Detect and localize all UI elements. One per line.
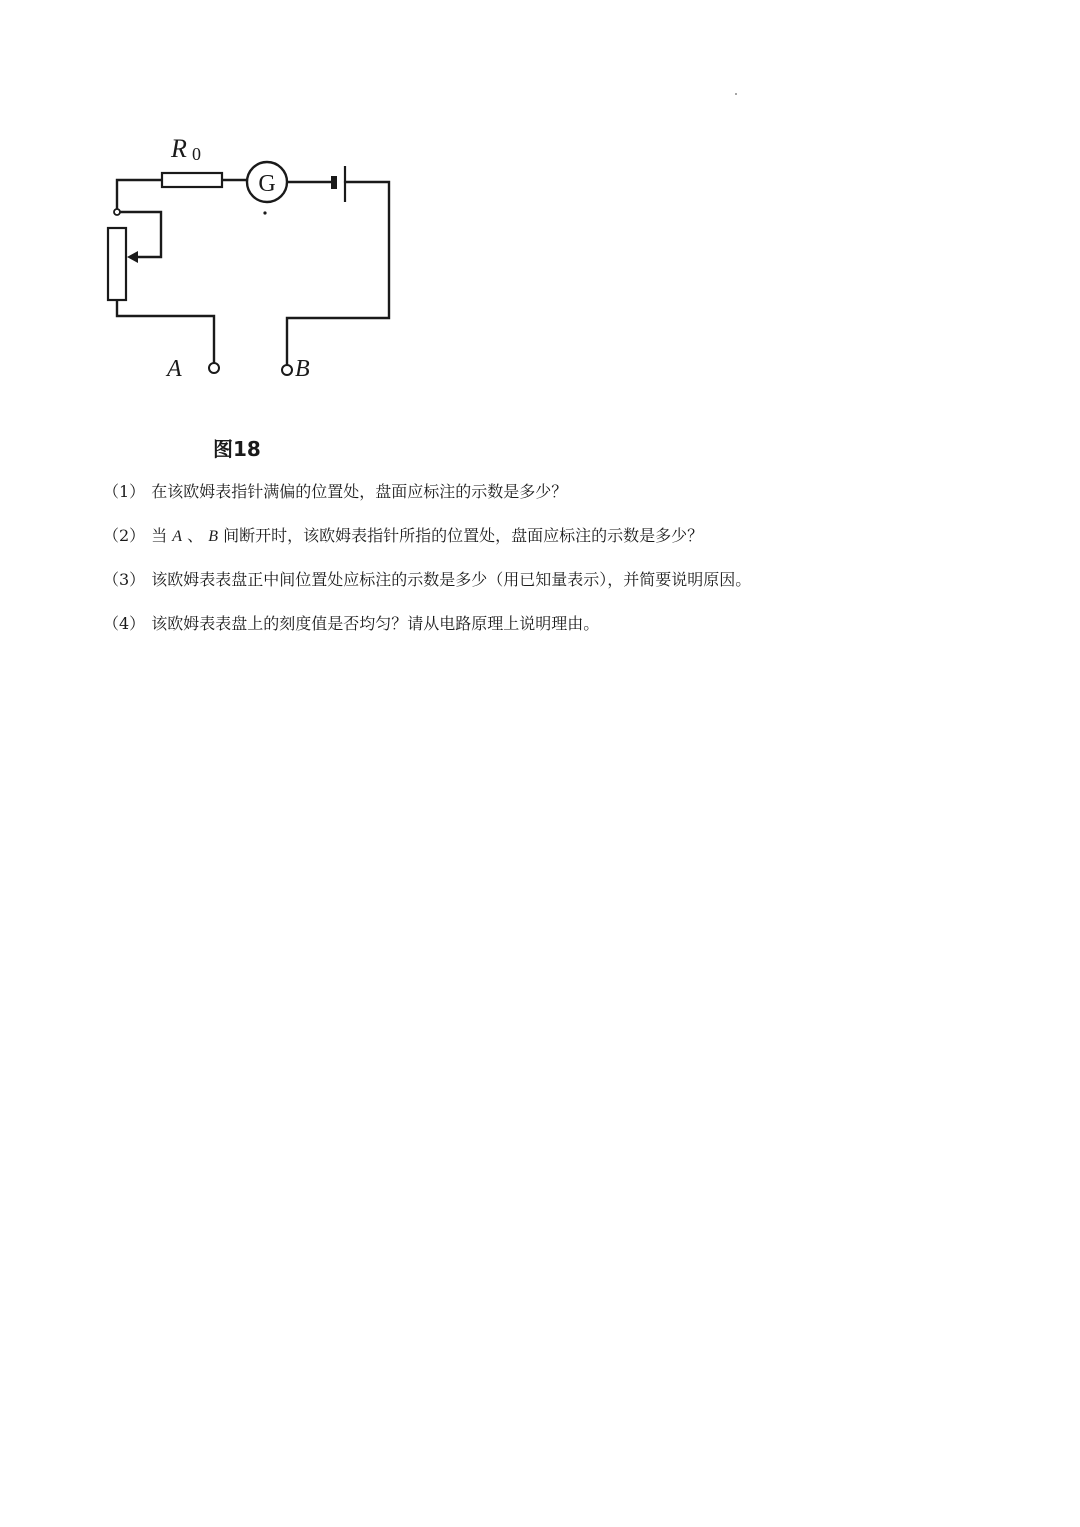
- question-list: [103, 480, 1003, 656]
- resistor-label-subscript: 0: [192, 144, 201, 164]
- wire-right: [287, 182, 389, 365]
- separator: 、: [187, 526, 204, 545]
- circuit-diagram: [95, 120, 415, 400]
- question-number: （3）: [103, 570, 146, 589]
- terminal-a-label: A: [167, 356, 182, 382]
- rheostat-body: [108, 228, 126, 300]
- rheostat-top-node: [114, 209, 120, 215]
- question-3: [103, 568, 1003, 592]
- figure-caption: 图18: [213, 437, 261, 461]
- question-text-part2: 间断开时，该欧姆表指针所指的位置处，盘面应标注的示数是多少？: [223, 526, 704, 545]
- question-number: （1）: [103, 482, 146, 501]
- question-text: 该欧姆表表盘上的刻度值是否均匀？请从电路原理上说明理由。: [151, 614, 600, 633]
- galvanometer-label: G: [258, 171, 276, 197]
- galvanometer-dot: [263, 211, 266, 214]
- circuit-svg: [95, 120, 415, 400]
- question-text: 在该欧姆表指针满偏的位置处，盘面应标注的示数是多少？: [151, 482, 568, 501]
- question-number: （2）: [103, 526, 146, 545]
- battery-negative-plate: [331, 176, 337, 189]
- question-1: [103, 480, 1003, 504]
- wire-top-left: [117, 180, 162, 208]
- question-number: （4）: [103, 614, 146, 633]
- question-4: [103, 612, 1003, 636]
- question-2: [103, 524, 1003, 548]
- variable-b: B: [208, 528, 219, 545]
- scan-speck: [735, 93, 737, 95]
- question-text-part1: 当: [151, 526, 168, 545]
- resistor-r0: [162, 173, 222, 187]
- variable-a: A: [172, 528, 183, 545]
- terminal-b-label: B: [295, 356, 310, 382]
- terminal-b: [282, 365, 292, 375]
- question-text: 该欧姆表表盘正中间位置处应标注的示数是多少（用已知量表示），并简要说明原因。: [151, 570, 752, 589]
- terminal-a: [209, 363, 219, 373]
- resistor-label: R: [171, 134, 187, 163]
- slider-arrow: [127, 251, 138, 263]
- wire-bottom-left: [117, 298, 214, 363]
